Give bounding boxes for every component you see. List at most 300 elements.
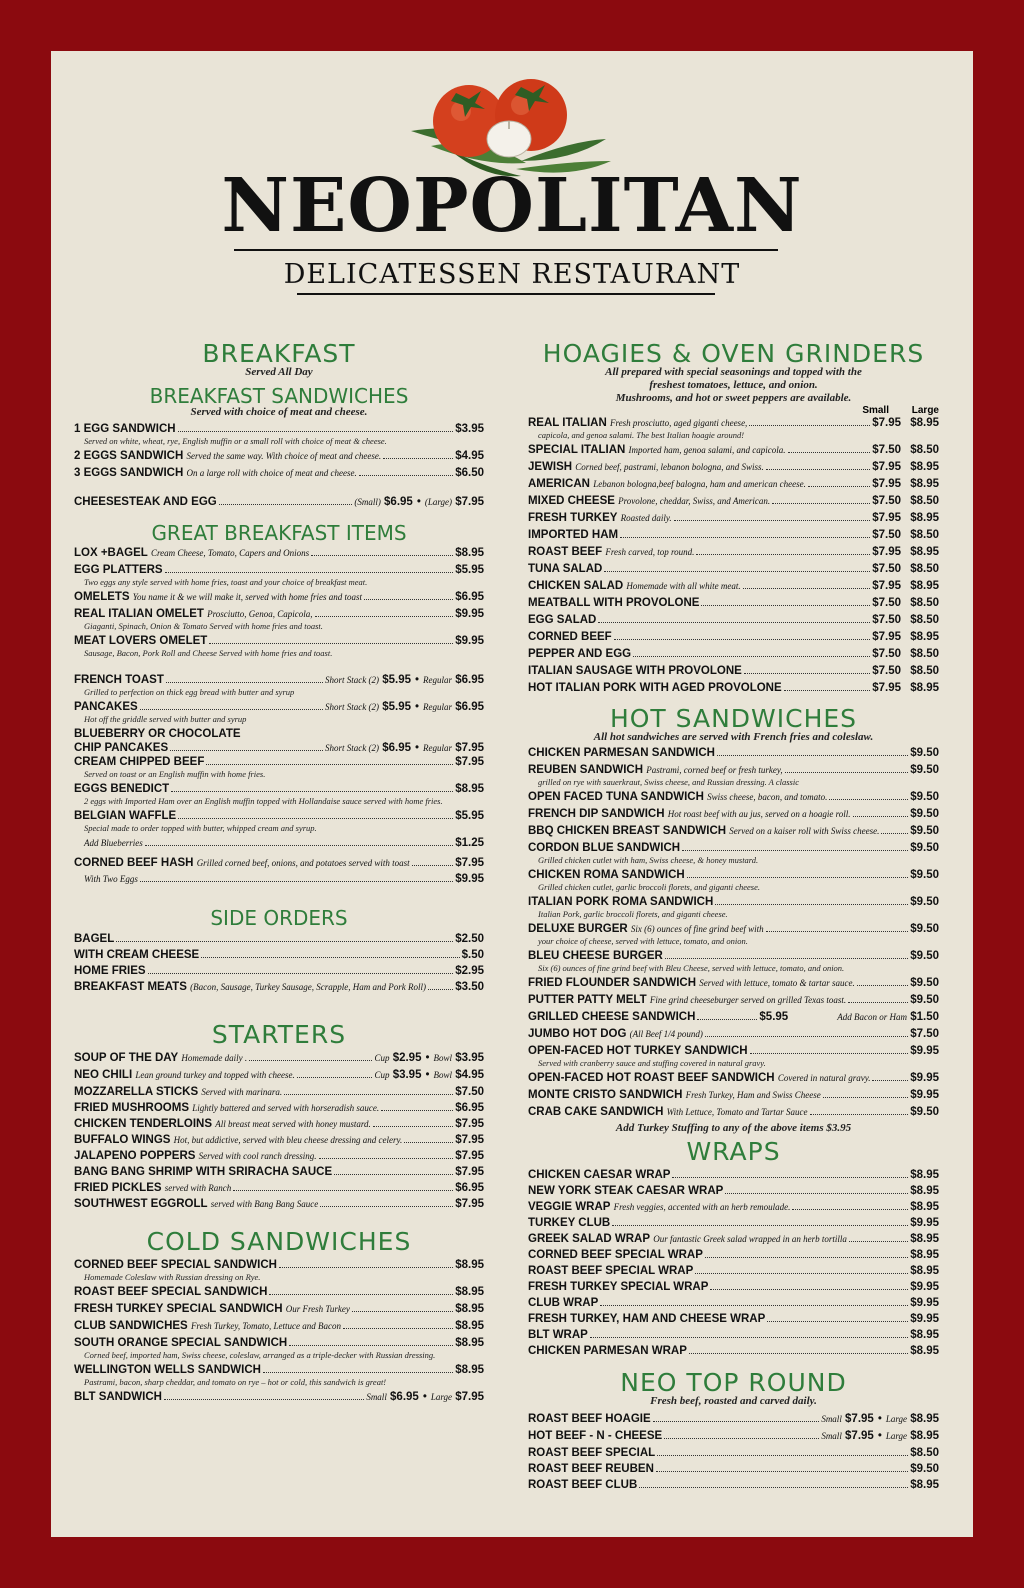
item-name: OPEN-FACED HOT TURKEY SANDWICH bbox=[528, 1045, 748, 1057]
menu-item-south-orange-special-sandwich bbox=[74, 1336, 484, 1360]
item-name: SOUTH ORANGE SPECIAL SANDWICH bbox=[74, 1337, 288, 1349]
item-name: JEWISH bbox=[528, 461, 573, 473]
item-name: GREEK SALAD WRAP bbox=[528, 1233, 651, 1245]
item-name: BLEU CHEESE BURGER bbox=[528, 950, 663, 962]
right-column bbox=[528, 341, 939, 1494]
menu-item-corned-beef-special-wrap bbox=[528, 1248, 939, 1262]
item-name: FRESH TURKEY bbox=[528, 512, 618, 524]
item-price: $8.95 bbox=[910, 1233, 939, 1245]
menu-item-fresh-turkey-ham-and-cheese-wrap bbox=[528, 1312, 939, 1326]
item-price: $9.50 bbox=[910, 825, 939, 837]
cup-label: Cup bbox=[374, 1053, 390, 1063]
menu-item-tuna-salad bbox=[528, 562, 939, 576]
item-price: $9.50 bbox=[910, 923, 939, 935]
item-name: PUTTER PATTY MELT bbox=[528, 994, 647, 1006]
menu-item-roast-beef-special bbox=[528, 1446, 939, 1460]
menu-item-jumbo-hot-dog bbox=[528, 1027, 939, 1041]
cold-sandwiches-title: COLD SANDWICHES bbox=[146, 1227, 412, 1256]
menu-item-omelets bbox=[74, 590, 484, 604]
item-name: BAGEL bbox=[74, 933, 115, 945]
item-desc: Provolone, cheddar, Swiss, and American. bbox=[618, 496, 771, 506]
item-price: $8.95 bbox=[910, 1201, 939, 1213]
menu-item-roast-beef-special-sandwich bbox=[74, 1285, 484, 1299]
hoagies-note: Mushrooms, and hot or sweet peppers are available. bbox=[615, 392, 852, 404]
item-desc: Fresh Turkey, Ham and Swiss Cheese bbox=[685, 1090, 821, 1100]
item-name: CHICKEN PARMESAN WRAP bbox=[528, 1345, 687, 1357]
menu-item-deluxe-burger bbox=[528, 922, 939, 946]
item-price: $9.50 bbox=[910, 842, 939, 854]
regular-label: Regular bbox=[423, 702, 453, 712]
item-desc: Pastrami, corned beef or fresh turkey, bbox=[646, 765, 783, 775]
menu-item-roast-beef-reuben bbox=[528, 1462, 939, 1476]
stuffing-note: Add Turkey Stuffing to any of the above items $3.95 bbox=[615, 1122, 852, 1134]
item-price: $9.95 bbox=[910, 1313, 939, 1325]
item-note: Giaganti, Spinach, Onion & Tomato Served with home fries and toast. bbox=[84, 621, 323, 631]
item-price: $9.95 bbox=[455, 608, 484, 620]
item-price: $7.50 bbox=[910, 1028, 939, 1040]
item-price-large: $8.50 bbox=[910, 648, 939, 660]
item-price-large: $8.95 bbox=[910, 682, 939, 694]
menu-page bbox=[51, 51, 973, 1537]
item-desc: Swiss cheese, bacon, and tomato. bbox=[707, 792, 828, 802]
blueberry-pancakes-item: BLUEBERRY OR CHOCOLATE CHIP PANCAKES Short Stack (2) $6.95 • Regular $7.95 bbox=[74, 728, 484, 754]
item-desc: Six (6) ounces of fine grind beef with bbox=[630, 924, 764, 934]
item-name: MEATBALL WITH PROVOLONE bbox=[528, 597, 700, 609]
item-name: 3 EGGS SANDWICH bbox=[74, 467, 184, 479]
item-note: 2 eggs with Imported Ham over an English muffin topped with Hollandaise sauce served with home fries. bbox=[84, 796, 443, 806]
item-name: FRENCH TOAST bbox=[74, 674, 164, 686]
item-name: OMELETS bbox=[74, 591, 130, 603]
item-price: $8.95 bbox=[910, 1185, 939, 1197]
item-desc: Served with cool ranch dressing. bbox=[198, 1151, 317, 1161]
item-name: CLUB WRAP bbox=[528, 1297, 599, 1309]
item-name: REAL ITALIAN bbox=[528, 417, 607, 429]
item-price: $6.95 bbox=[455, 591, 484, 603]
item-price: $9.50 bbox=[910, 808, 939, 820]
bowl-label: Bowl bbox=[433, 1070, 453, 1080]
large-price: $8.95 bbox=[910, 1413, 939, 1425]
item-price: $8.95 bbox=[455, 1303, 484, 1315]
item-price: $9.50 bbox=[910, 1106, 939, 1118]
item-name: WITH CREAM CHEESE bbox=[74, 949, 200, 961]
item-price: $8.95 bbox=[910, 1329, 939, 1341]
item-price: $7.95 bbox=[455, 1166, 484, 1178]
item-price-large: $8.95 bbox=[910, 417, 939, 429]
regular-label: Regular bbox=[423, 675, 453, 685]
item-name: MONTE CRISTO SANDWICH bbox=[528, 1089, 683, 1101]
item-price: $7.95 bbox=[455, 1134, 484, 1146]
item-desc: Fresh veggies, accented with an herb remoulade. bbox=[613, 1202, 791, 1212]
great-breakfast-list bbox=[74, 546, 484, 658]
menu-item-french-toast: FRENCH TOAST Short Stack (2) $5.95 • Regular $6.95 Grilled to perfection on thick egg bread with butter and syrup bbox=[74, 674, 484, 697]
brand-subtitle: DELICATESSEN RESTAURANT bbox=[283, 259, 741, 290]
item-desc: Fresh prosciutto, aged giganti cheese, bbox=[610, 418, 748, 428]
cheesesteak-egg-item: CHEESESTEAK AND EGG (Small) $6.95 • (Large) $7.95 bbox=[74, 496, 484, 508]
menu-item-jewish bbox=[528, 460, 939, 474]
blt-sandwich-item: BLT SANDWICH Small $6.95 • Large $7.95 bbox=[74, 1391, 484, 1403]
item-name: IMPORTED HAM bbox=[528, 529, 619, 541]
item-price: $2.50 bbox=[455, 933, 484, 945]
item-price: $8.50 bbox=[910, 1447, 939, 1459]
item-price: $.50 bbox=[461, 949, 484, 961]
item-price: $9.95 bbox=[910, 1297, 939, 1309]
regular-price: $6.95 bbox=[455, 701, 484, 713]
menu-item-roast-beef-club bbox=[528, 1478, 939, 1492]
grilled-cheese-item: GRILLED CHEESE SANDWICH $5.95 Add Bacon or Ham $1.50 bbox=[528, 1011, 939, 1023]
item-price: $8.95 bbox=[455, 547, 484, 559]
menu-item-imported-ham bbox=[528, 528, 939, 542]
cold-sandwiches-list bbox=[74, 1258, 484, 1387]
menu-item-chicken-tenderloins bbox=[74, 1117, 484, 1131]
menu-item-veggie-wrap bbox=[528, 1200, 939, 1214]
garlic-icon bbox=[487, 121, 531, 157]
item-note: Homemade Coleslaw with Russian dressing on Rye. bbox=[84, 1272, 261, 1282]
item-name: SOUTHWEST EGGROLL bbox=[74, 1198, 208, 1210]
item-price: $2.95 bbox=[455, 965, 484, 977]
item-name: SOUP OF THE DAY bbox=[74, 1052, 179, 1064]
size-header: Small Large bbox=[862, 405, 939, 416]
menu-item-open-faced-hot-turkey-sandwich bbox=[528, 1044, 939, 1068]
menu-item-chicken-parmesan-wrap bbox=[528, 1344, 939, 1358]
add-blueberries-item: Add Blueberries $1.25 bbox=[84, 837, 484, 849]
menu-item-mixed-cheese bbox=[528, 494, 939, 508]
item-name: BELGIAN WAFFLE bbox=[74, 810, 177, 822]
item-name: ROAST BEEF bbox=[528, 546, 603, 558]
starters-list bbox=[74, 1085, 484, 1211]
item-desc: Served with lettuce, tomato & tartar sauce. bbox=[699, 978, 855, 988]
small-label: Small bbox=[821, 1414, 842, 1424]
item-desc: Lebanon bologna,beef balogna, ham and american cheese. bbox=[593, 479, 806, 489]
menu-item-real-italian bbox=[528, 416, 939, 440]
menu-item-jalapeno-poppers bbox=[74, 1149, 484, 1163]
item-note: capicola, and genoa salami. The best Italian hoagie around! bbox=[538, 430, 745, 440]
item-price: $6.95 bbox=[455, 1102, 484, 1114]
large-label: Large bbox=[885, 1414, 908, 1424]
starters-title: STARTERS bbox=[211, 1020, 347, 1049]
menu-item-fresh-turkey-special-wrap bbox=[528, 1280, 939, 1294]
item-note: Grilled chicken cutlet, garlic broccoli florets, and giganti cheese. bbox=[538, 882, 760, 892]
item-price-small: $7.95 bbox=[872, 512, 901, 524]
item-desc: You name it & we will make it, served with home fries and toast bbox=[132, 592, 362, 602]
item-name: 1 EGG SANDWICH bbox=[74, 423, 176, 435]
menu-item-roast-beef bbox=[528, 545, 939, 559]
menu-item-french-dip-sandwich bbox=[528, 807, 939, 821]
item-price-small: $7.95 bbox=[872, 546, 901, 558]
item-price: $9.50 bbox=[910, 747, 939, 759]
item-desc: Our Fresh Turkey bbox=[285, 1304, 350, 1314]
neo-top-round-title: NEO TOP ROUND bbox=[620, 1368, 847, 1397]
item-name: FRIED PICKLES bbox=[74, 1182, 162, 1194]
breakfast-sandwich-list bbox=[74, 422, 484, 480]
more-breakfast-list bbox=[74, 755, 484, 833]
hot-sandwiches-list bbox=[528, 746, 939, 1007]
item-desc: Corned beef, pastrami, lebanon bologna, and Swiss. bbox=[575, 462, 764, 472]
menu-item-open-faced-hot-roast-beef-sandwich bbox=[528, 1071, 939, 1085]
small-price: $7.95 bbox=[845, 1413, 874, 1425]
item-price: $9.95 bbox=[910, 1072, 939, 1084]
item-price-large: $8.50 bbox=[910, 444, 939, 456]
item-price: $7.95 bbox=[455, 756, 484, 768]
menu-item-turkey-club bbox=[528, 1216, 939, 1230]
item-price: $7.50 bbox=[455, 1086, 484, 1098]
item-price: $6.95 bbox=[455, 1182, 484, 1194]
item-desc: All breast meat served with honey mustard. bbox=[215, 1119, 371, 1129]
hoagies-note: All prepared with special seasonings and topped with the bbox=[605, 366, 862, 378]
menu-item-reuben-sandwich bbox=[528, 763, 939, 787]
item-note: your choice of cheese, served with lettuce, tomato, and onion. bbox=[538, 936, 748, 946]
item-name: FRENCH DIP SANDWICH bbox=[528, 808, 665, 820]
item-price-small: $7.50 bbox=[872, 529, 901, 541]
item-price-large: $8.50 bbox=[910, 597, 939, 609]
item-price: $9.95 bbox=[910, 1089, 939, 1101]
item-name: ROAST BEEF CLUB bbox=[528, 1479, 638, 1491]
item-desc: Fresh Turkey, Tomato, Lettuce and Bacon bbox=[190, 1321, 342, 1331]
great-breakfast-title: GREAT BREAKFAST ITEMS bbox=[151, 521, 407, 545]
item-name: LOX +BAGEL bbox=[74, 547, 148, 559]
brand-rule bbox=[234, 249, 778, 251]
menu-item-cordon-blue-sandwich bbox=[528, 841, 939, 865]
item-name: MEAT LOVERS OMELET bbox=[74, 635, 208, 647]
menu-item-blt-wrap bbox=[528, 1328, 939, 1342]
item-price-large: $8.50 bbox=[910, 563, 939, 575]
item-name: SPECIAL ITALIAN bbox=[528, 444, 626, 456]
item-price: $8.95 bbox=[455, 1286, 484, 1298]
menu-item-breakfast-meats bbox=[74, 980, 484, 994]
item-name: BREAKFAST MEATS bbox=[74, 981, 187, 993]
item-price: $8.95 bbox=[910, 1479, 939, 1491]
item-price-small: $7.95 bbox=[872, 682, 901, 694]
item-desc: Fresh carved, top round. bbox=[605, 547, 695, 557]
item-price: $9.95 bbox=[455, 635, 484, 647]
item-name: CORNED BEEF SPECIAL SANDWICH bbox=[74, 1259, 277, 1271]
menu-item-1-egg-sandwich bbox=[74, 422, 484, 446]
item-price: $4.95 bbox=[455, 450, 484, 462]
item-name: HOME FRIES bbox=[74, 965, 146, 977]
item-name: ROAST BEEF REUBEN bbox=[528, 1463, 654, 1475]
item-desc: Homemade daily . bbox=[181, 1053, 248, 1063]
item-name: WELLINGTON WELLS SANDWICH bbox=[74, 1364, 261, 1376]
menu-item-meat-lovers-omelet bbox=[74, 634, 484, 658]
item-name: FRESH TURKEY SPECIAL WRAP bbox=[528, 1281, 709, 1293]
item-price-large: $8.50 bbox=[910, 665, 939, 677]
item-price: $9.50 bbox=[910, 950, 939, 962]
neo-top-round-note: Fresh beef, roasted and carved daily. bbox=[650, 1395, 817, 1407]
menu-item-putter-patty-melt bbox=[528, 993, 939, 1007]
item-name: FRESH TURKEY, HAM AND CHEESE WRAP bbox=[528, 1313, 766, 1325]
wraps-list bbox=[528, 1168, 939, 1358]
item-price: $9.50 bbox=[910, 791, 939, 803]
wraps-title: WRAPS bbox=[686, 1137, 781, 1166]
item-name: REAL ITALIAN OMELET bbox=[74, 608, 204, 620]
item-price: $7.95 bbox=[455, 1118, 484, 1130]
item-price-small: $7.95 bbox=[872, 478, 901, 490]
item-price: $8.95 bbox=[455, 1364, 484, 1376]
short-label: Short Stack (2) bbox=[325, 702, 379, 712]
item-name: MIXED CHEESE bbox=[528, 495, 615, 507]
item-name: REUBEN SANDWICH bbox=[528, 764, 643, 776]
item-note: Served on white, wheat, rye, English muffin or a small roll with choice of meat & cheese. bbox=[84, 436, 387, 446]
small-label: Small bbox=[821, 1431, 842, 1441]
menu-item-buffalo-wings bbox=[74, 1133, 484, 1147]
item-price: $9.95 bbox=[910, 1281, 939, 1293]
item-price-small: $7.95 bbox=[872, 417, 901, 429]
item-name: OPEN FACED TUNA SANDWICH bbox=[528, 791, 704, 803]
short-price: $5.95 bbox=[382, 701, 411, 713]
item-desc: Cream Cheese, Tomato, Capers and Onions bbox=[151, 548, 310, 558]
item-name: EGG PLATTERS bbox=[74, 564, 163, 576]
item-price-small: $7.50 bbox=[872, 563, 901, 575]
menu-item-meatball-with-provolone bbox=[528, 596, 939, 610]
item-desc: Covered in natural gravy. bbox=[777, 1073, 871, 1083]
menu-item-egg-platters bbox=[74, 563, 484, 587]
item-name: FRIED MUSHROOMS bbox=[74, 1102, 189, 1114]
item-name: CORNED BEEF bbox=[528, 631, 612, 643]
menu-item-belgian-waffle bbox=[74, 809, 484, 833]
item-note: Italian Pork, garlic broccoli florets, and giganti cheese. bbox=[538, 909, 728, 919]
item-price: $8.95 bbox=[910, 1169, 939, 1181]
item-price: $6.50 bbox=[455, 467, 484, 479]
item-price: $9.50 bbox=[910, 896, 939, 908]
item-price: $8.95 bbox=[910, 1265, 939, 1277]
regular-price: $6.95 bbox=[455, 674, 484, 686]
item-price-small: $7.95 bbox=[872, 631, 901, 643]
menu-item-wellington-wells-sandwich bbox=[74, 1363, 484, 1387]
item-price-large: $8.95 bbox=[910, 580, 939, 592]
item-price: $9.50 bbox=[910, 1463, 939, 1475]
item-desc: Our fantastic Greek salad wrapped in an herb tortilla bbox=[653, 1234, 847, 1244]
item-note: grilled on rye with sauerkraut, Swiss cheese, and Russian dressing. A classic bbox=[538, 777, 799, 787]
item-note: Served with cranberry sauce and stuffing covered in natural gravy. bbox=[538, 1058, 766, 1068]
item-price-large: $8.50 bbox=[910, 529, 939, 541]
item-note: Served on toast or an English muffin with home fries. bbox=[84, 769, 266, 779]
item-name: BLT WRAP bbox=[528, 1329, 588, 1341]
item-desc: Fine grind cheeseburger served on grilled Texas toast. bbox=[649, 995, 847, 1005]
item-name: CHICKEN ROMA SANDWICH bbox=[528, 869, 685, 881]
left-column bbox=[74, 341, 484, 1404]
item-price-small: $7.50 bbox=[872, 614, 901, 626]
menu-item-home-fries bbox=[74, 964, 484, 978]
menu-item-roast-beef-hoagie: ROAST BEEF HOAGIE Small $7.95 • Large $8.95 bbox=[528, 1413, 939, 1425]
menu-item-american bbox=[528, 477, 939, 491]
item-name: CREAM CHIPPED BEEF bbox=[74, 756, 205, 768]
item-price: $8.95 bbox=[455, 1259, 484, 1271]
item-price-large: $8.50 bbox=[910, 614, 939, 626]
item-price: $8.95 bbox=[455, 783, 484, 795]
top-round-sized-list bbox=[528, 1412, 939, 1443]
item-price: $5.95 bbox=[455, 810, 484, 822]
item-name: PANCAKES bbox=[74, 701, 138, 713]
item-name: NEW YORK STEAK CAESAR WRAP bbox=[528, 1185, 724, 1197]
item-price-large: $8.95 bbox=[910, 478, 939, 490]
large-price: $8.95 bbox=[910, 1430, 939, 1442]
breakfast-title: BREAKFAST bbox=[202, 339, 356, 368]
item-name: ROAST BEEF HOAGIE bbox=[528, 1413, 651, 1425]
item-price: $5.95 bbox=[455, 564, 484, 576]
item-name: CHICKEN TENDERLOINS bbox=[74, 1118, 213, 1130]
item-price-large: $8.95 bbox=[910, 512, 939, 524]
menu-item-hot-beef-n-cheese: HOT BEEF - N - CHEESE Small $7.95 • Large $8.95 bbox=[528, 1430, 939, 1442]
large-label: Large bbox=[885, 1431, 908, 1441]
item-name: BBQ CHICKEN BREAST SANDWICH bbox=[528, 825, 727, 837]
item-name: EGG SALAD bbox=[528, 614, 597, 626]
item-price-small: $7.95 bbox=[872, 580, 901, 592]
menu-item-crab-cake-sandwich bbox=[528, 1105, 939, 1119]
menu-item-eggs-benedict bbox=[74, 782, 484, 806]
menu-item-monte-cristo-sandwich bbox=[528, 1088, 939, 1102]
item-desc: Served on a kaiser roll with Swiss cheese. bbox=[729, 826, 880, 836]
menu-item-cream-chipped-beef bbox=[74, 755, 484, 779]
short-label: Short Stack (2) bbox=[325, 675, 379, 685]
item-price: $8.95 bbox=[910, 1249, 939, 1261]
item-price-small: $7.50 bbox=[872, 597, 901, 609]
menu-item-real-italian-omelet bbox=[74, 607, 484, 631]
menu-item-fried-pickles bbox=[74, 1181, 484, 1195]
item-desc: On a large roll with choice of meat and cheese. bbox=[186, 468, 357, 478]
item-price: $8.95 bbox=[910, 1345, 939, 1357]
item-name: CORDON BLUE SANDWICH bbox=[528, 842, 681, 854]
item-desc: Homemade with all white meat. bbox=[626, 581, 741, 591]
menu-item-special-italian bbox=[528, 443, 939, 457]
item-price: $9.50 bbox=[910, 764, 939, 776]
menu-item-fried-mushrooms bbox=[74, 1101, 484, 1115]
item-price: $3.95 bbox=[455, 423, 484, 435]
item-name: JALAPENO POPPERS bbox=[74, 1150, 196, 1162]
item-name: ROAST BEEF SPECIAL SANDWICH bbox=[74, 1286, 268, 1298]
item-price: $9.95 bbox=[910, 1045, 939, 1057]
item-desc: Served with marinara. bbox=[201, 1087, 283, 1097]
item-desc: (Bacon, Sausage, Turkey Sausage, Scrapple, Ham and Pork Roll) bbox=[190, 982, 427, 992]
item-price: $7.95 bbox=[455, 1150, 484, 1162]
item-name: MOZZARELLA STICKS bbox=[74, 1086, 199, 1098]
menu-item-chicken-roma-sandwich bbox=[528, 868, 939, 892]
item-note: Pastrami, bacon, sharp cheddar, and tomato on rye – hot or cold, this sandwich is great! bbox=[84, 1377, 387, 1387]
item-price-large: $8.50 bbox=[910, 495, 939, 507]
top-round-list bbox=[528, 1446, 939, 1492]
item-name: HOT BEEF - N - CHEESE bbox=[528, 1430, 663, 1442]
item-price: $3.50 bbox=[455, 981, 484, 993]
item-name: FRESH TURKEY SPECIAL SANDWICH bbox=[74, 1303, 283, 1315]
item-desc: Imported ham, genoa salami, and capicola. bbox=[628, 445, 786, 455]
item-note: Special made to order topped with butter, whipped cream and syrup. bbox=[84, 823, 317, 833]
item-name: EGGS BENEDICT bbox=[74, 783, 170, 795]
two-eggs-item: With Two Eggs $9.95 bbox=[84, 873, 484, 885]
item-desc: Roasted daily. bbox=[620, 513, 672, 523]
item-price-small: $7.50 bbox=[872, 495, 901, 507]
menu-item-mozzarella-sticks bbox=[74, 1085, 484, 1099]
menu-item-fried-flounder-sandwich bbox=[528, 976, 939, 990]
item-price: $7.95 bbox=[455, 1198, 484, 1210]
item-desc: Lightly battered and served with horseradish sauce. bbox=[192, 1103, 380, 1113]
item-desc: served with Bang Bang Sauce bbox=[210, 1199, 319, 1209]
item-price: $9.50 bbox=[910, 869, 939, 881]
item-desc: Hot roast beef with au jus, served on a hoagie roll. bbox=[667, 809, 851, 819]
menu-item-bleu-cheese-burger bbox=[528, 949, 939, 973]
menu-item-open-faced-tuna-sandwich bbox=[528, 790, 939, 804]
item-name: CORNED BEEF SPECIAL WRAP bbox=[528, 1249, 703, 1261]
item-price-small: $7.50 bbox=[872, 665, 901, 677]
hot-sandwiches-title: HOT SANDWICHES bbox=[609, 704, 858, 733]
breakfast-note: Served All Day bbox=[245, 366, 313, 378]
item-price-large: $8.95 bbox=[910, 546, 939, 558]
item-note: Grilled to perfection on thick egg bread with butter and syrup bbox=[84, 687, 295, 697]
menu-item-chicken-salad bbox=[528, 579, 939, 593]
bowl-price: $3.95 bbox=[455, 1052, 484, 1064]
menu-item-roast-beef-special-wrap bbox=[528, 1264, 939, 1278]
item-name: TUNA SALAD bbox=[528, 563, 603, 575]
menu-item-bang-bang-shrimp-with-sriracha-sauce bbox=[74, 1165, 484, 1179]
item-name: ITALIAN SAUSAGE WITH PROVOLONE bbox=[528, 665, 742, 677]
soup-list bbox=[74, 1051, 484, 1082]
